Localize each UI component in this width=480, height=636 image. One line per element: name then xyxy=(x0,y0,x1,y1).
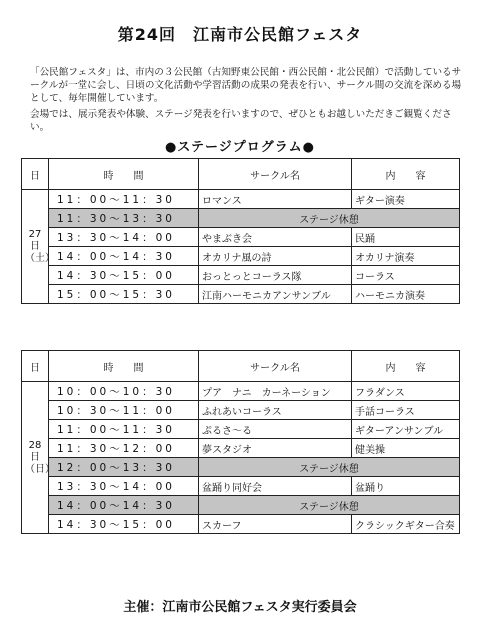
intro-paragraph-1: 「公民館フェスタ」は、市内の３公民館（古知野東公民館・西公民館・北公民館）で活動しているサークルが一堂に会し、日頃の文化活動や学習活動の成果の発表を行い、サークル間の交流を深める場として、毎年開催しています。 xyxy=(30,67,462,104)
performance-type: 民踊 xyxy=(352,228,460,247)
performance-type: クラシックギター合奏 xyxy=(352,515,460,534)
performance-type: ハーモニカ演奏 xyxy=(352,285,460,304)
stage-program-table-day1 xyxy=(21,158,460,304)
break-row xyxy=(22,458,460,477)
time-cell: 15：00〜15：30 xyxy=(49,285,199,304)
time-cell: 14：00〜14：30 xyxy=(49,247,199,266)
stage-program-table-day2 xyxy=(21,350,460,534)
header-time: 時 間 xyxy=(49,159,199,190)
time-cell: 10：30〜11：00 xyxy=(49,401,199,420)
time-cell: 13：30〜14：00 xyxy=(49,228,199,247)
circle-name: プア ナニ カーネーション xyxy=(199,382,352,401)
circle-name: ふれあいコーラス xyxy=(199,401,352,420)
header-day: 日 xyxy=(22,159,49,190)
header-day: 日 xyxy=(22,351,49,382)
time-cell: 12：00〜13：30 xyxy=(49,458,199,477)
program-row xyxy=(22,420,460,439)
circle-name: 江南ハーモニカアンサンブル xyxy=(199,285,352,304)
circle-name: おっとっとコーラス隊 xyxy=(199,266,352,285)
time-cell: 14：00〜14：30 xyxy=(49,496,199,515)
time-cell: 14：30〜15：00 xyxy=(49,266,199,285)
program-row xyxy=(22,228,460,247)
program-row xyxy=(22,266,460,285)
intro-text xyxy=(30,66,468,137)
performance-type: 盆踊り xyxy=(352,477,460,496)
performance-type: ギター演奏 xyxy=(352,190,460,209)
time-cell: 10：00〜10：30 xyxy=(49,382,199,401)
time-cell: 11：00〜11：30 xyxy=(49,190,199,209)
time-cell: 11：30〜12：00 xyxy=(49,439,199,458)
day-label: 28日（日） xyxy=(22,382,49,534)
break-label: ステージ休憩 xyxy=(199,496,460,515)
break-label: ステージ休憩 xyxy=(199,458,460,477)
circle-name: やまぶき会 xyxy=(199,228,352,247)
program-row xyxy=(22,285,460,304)
program-row xyxy=(22,382,460,401)
organizer: 主催：江南市公民館フェスタ実行委員会 xyxy=(123,600,357,615)
header-time: 時 間 xyxy=(49,351,199,382)
performance-type: ギターアンサンブル xyxy=(352,420,460,439)
break-row xyxy=(22,496,460,515)
performance-type: コーラス xyxy=(352,266,460,285)
section-title: ●ステージプログラム● xyxy=(164,140,316,155)
circle-name: スカーフ xyxy=(199,515,352,534)
performance-type: オカリナ演奏 xyxy=(352,247,460,266)
program-row xyxy=(22,190,460,209)
program-row xyxy=(22,515,460,534)
program-row xyxy=(22,439,460,458)
header-circle: サークル名 xyxy=(199,351,352,382)
break-label: ステージ休憩 xyxy=(199,209,460,228)
header-circle: サークル名 xyxy=(199,159,352,190)
program-row xyxy=(22,477,460,496)
performance-type: 健美操 xyxy=(352,439,460,458)
performance-type: フラダンス xyxy=(352,382,460,401)
program-row xyxy=(22,247,460,266)
time-cell: 13：30〜14：00 xyxy=(49,477,199,496)
circle-name: オカリナ風の詩 xyxy=(199,247,352,266)
circle-name: ぷるさ〜る xyxy=(199,420,352,439)
header-content: 内 容 xyxy=(352,351,460,382)
circle-name: 盆踊り同好会 xyxy=(199,477,352,496)
circle-name: 夢スタジオ xyxy=(199,439,352,458)
day-label: 27日（土） xyxy=(22,190,49,304)
time-cell: 14：30〜15：00 xyxy=(49,515,199,534)
page-title: 第24回 江南市公民館フェスタ xyxy=(117,25,363,44)
circle-name: ロマンス xyxy=(199,190,352,209)
time-cell: 11：00〜11：30 xyxy=(49,420,199,439)
break-row xyxy=(22,209,460,228)
header-content: 内 容 xyxy=(352,159,460,190)
performance-type: 手話コーラス xyxy=(352,401,460,420)
time-cell: 11：30〜13：30 xyxy=(49,209,199,228)
intro-paragraph-2: 会場では、展示発表や体験、ステージ発表を行いますので、ぜひともお越しいただきご観覧ください。 xyxy=(30,109,452,133)
program-row xyxy=(22,401,460,420)
